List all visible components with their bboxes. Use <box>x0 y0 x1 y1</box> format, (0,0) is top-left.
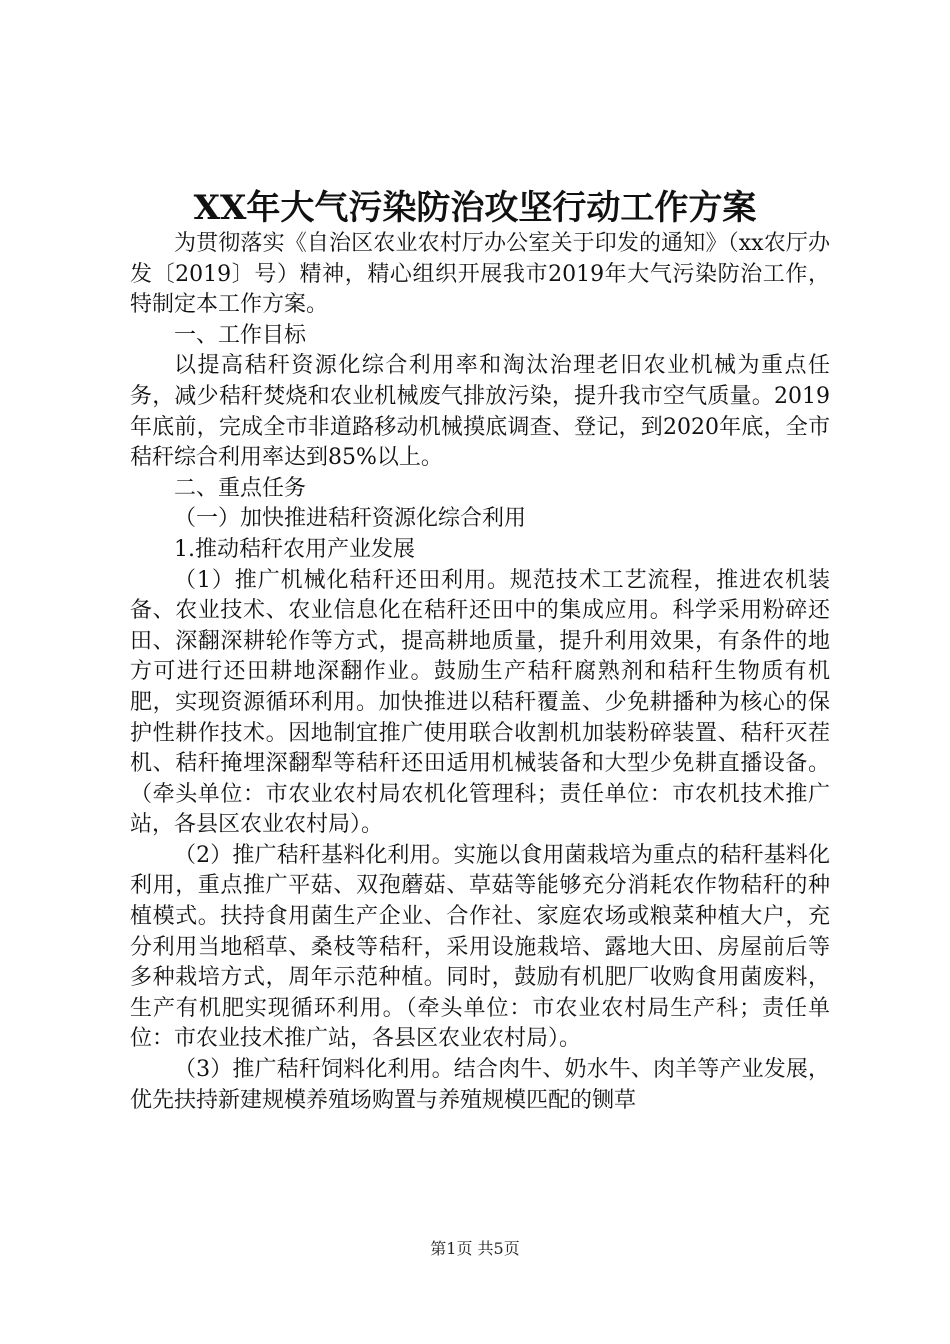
subsection-heading-straw: （一）加快推进秸秆资源化综合利用 <box>174 506 527 532</box>
page-title: XX年大气污染防治攻坚行动工作方案 <box>193 188 757 228</box>
goals-paragraph: 以提高秸秆资源化综合利用率和淘汰治理老旧农业机械为重点任务，减少秸秆焚烧和农业机械废气排放污染，提升我市空气质量。2019年底前，完成全市非道路移动机械摸底调查、登记，到2020年底，全市秸秆综合利用率达到85%以上。 <box>130 353 830 471</box>
task-paragraph-3: （3）推广秸秆饲料化利用。结合肉牛、奶水牛、肉羊等产业发展，优先扶持新建规模养殖场购置与养殖规模匹配的铡草 <box>130 1057 830 1113</box>
page-footer: 第1页 共5页 <box>430 1239 520 1258</box>
task-paragraph-1: （1）推广机械化秸秆还田利用。规范技术工艺流程，推进农机装备、农业技术、农业信息化在秸秆还田中的集成应用。科学采用粉碎还田、深翻深耕轮作等方式，提高耕地质量，提升利用效果，有条件的地方可进行还田耕地深翻作业。鼓励生产秸秆腐熟剂和秸秆生物质有机肥，实现资源循环利用。加快推进以秸秆覆盖、少免耕播种为核心的保护性耕作技术。因地制宜推广使用联合收割机加装粉碎装置、秸秆灭茬机、秸秆掩埋深翻犁等秸秆还田适用机械装备和大型少免耕直播设备。（牵头单位：市农业农村局农机化管理科；责任单位：市农机技术推广站，各县区农业农村局）。 <box>130 567 830 838</box>
section-heading-tasks: 二、重点任务 <box>174 475 307 501</box>
document-body <box>130 229 830 1116</box>
intro-paragraph: 为贯彻落实《自治区农业农村厅办公室关于印发的通知》（xx农厅办发〔2019〕号）精神，精心组织开展我市2019年大气污染防治工作，特制定本工作方案。 <box>130 231 830 318</box>
section-heading-goals: 一、工作目标 <box>174 322 307 348</box>
task-paragraph-2: （2）推广秸秆基料化利用。实施以食用菌栽培为重点的秸秆基料化利用，重点推广平菇、双孢蘑菇、草菇等能够充分消耗农作物秸秆的种植模式。扶持食用菌生产企业、合作社、家庭农场或粮菜种植大户，充分利用当地稻草、桑枝等秸秆，采用设施栽培、露地大田、房屋前后等多种栽培方式，周年示范种植。同时，鼓励有机肥厂收购食用菌废料，生产有机肥实现循环利用。（牵头单位：市农业农村局生产科；责任单位：市农业技术推广站，各县区农业农村局）。 <box>130 842 830 1052</box>
item-heading-agri-use: 1.推动秸秆农用产业发展 <box>174 536 415 562</box>
